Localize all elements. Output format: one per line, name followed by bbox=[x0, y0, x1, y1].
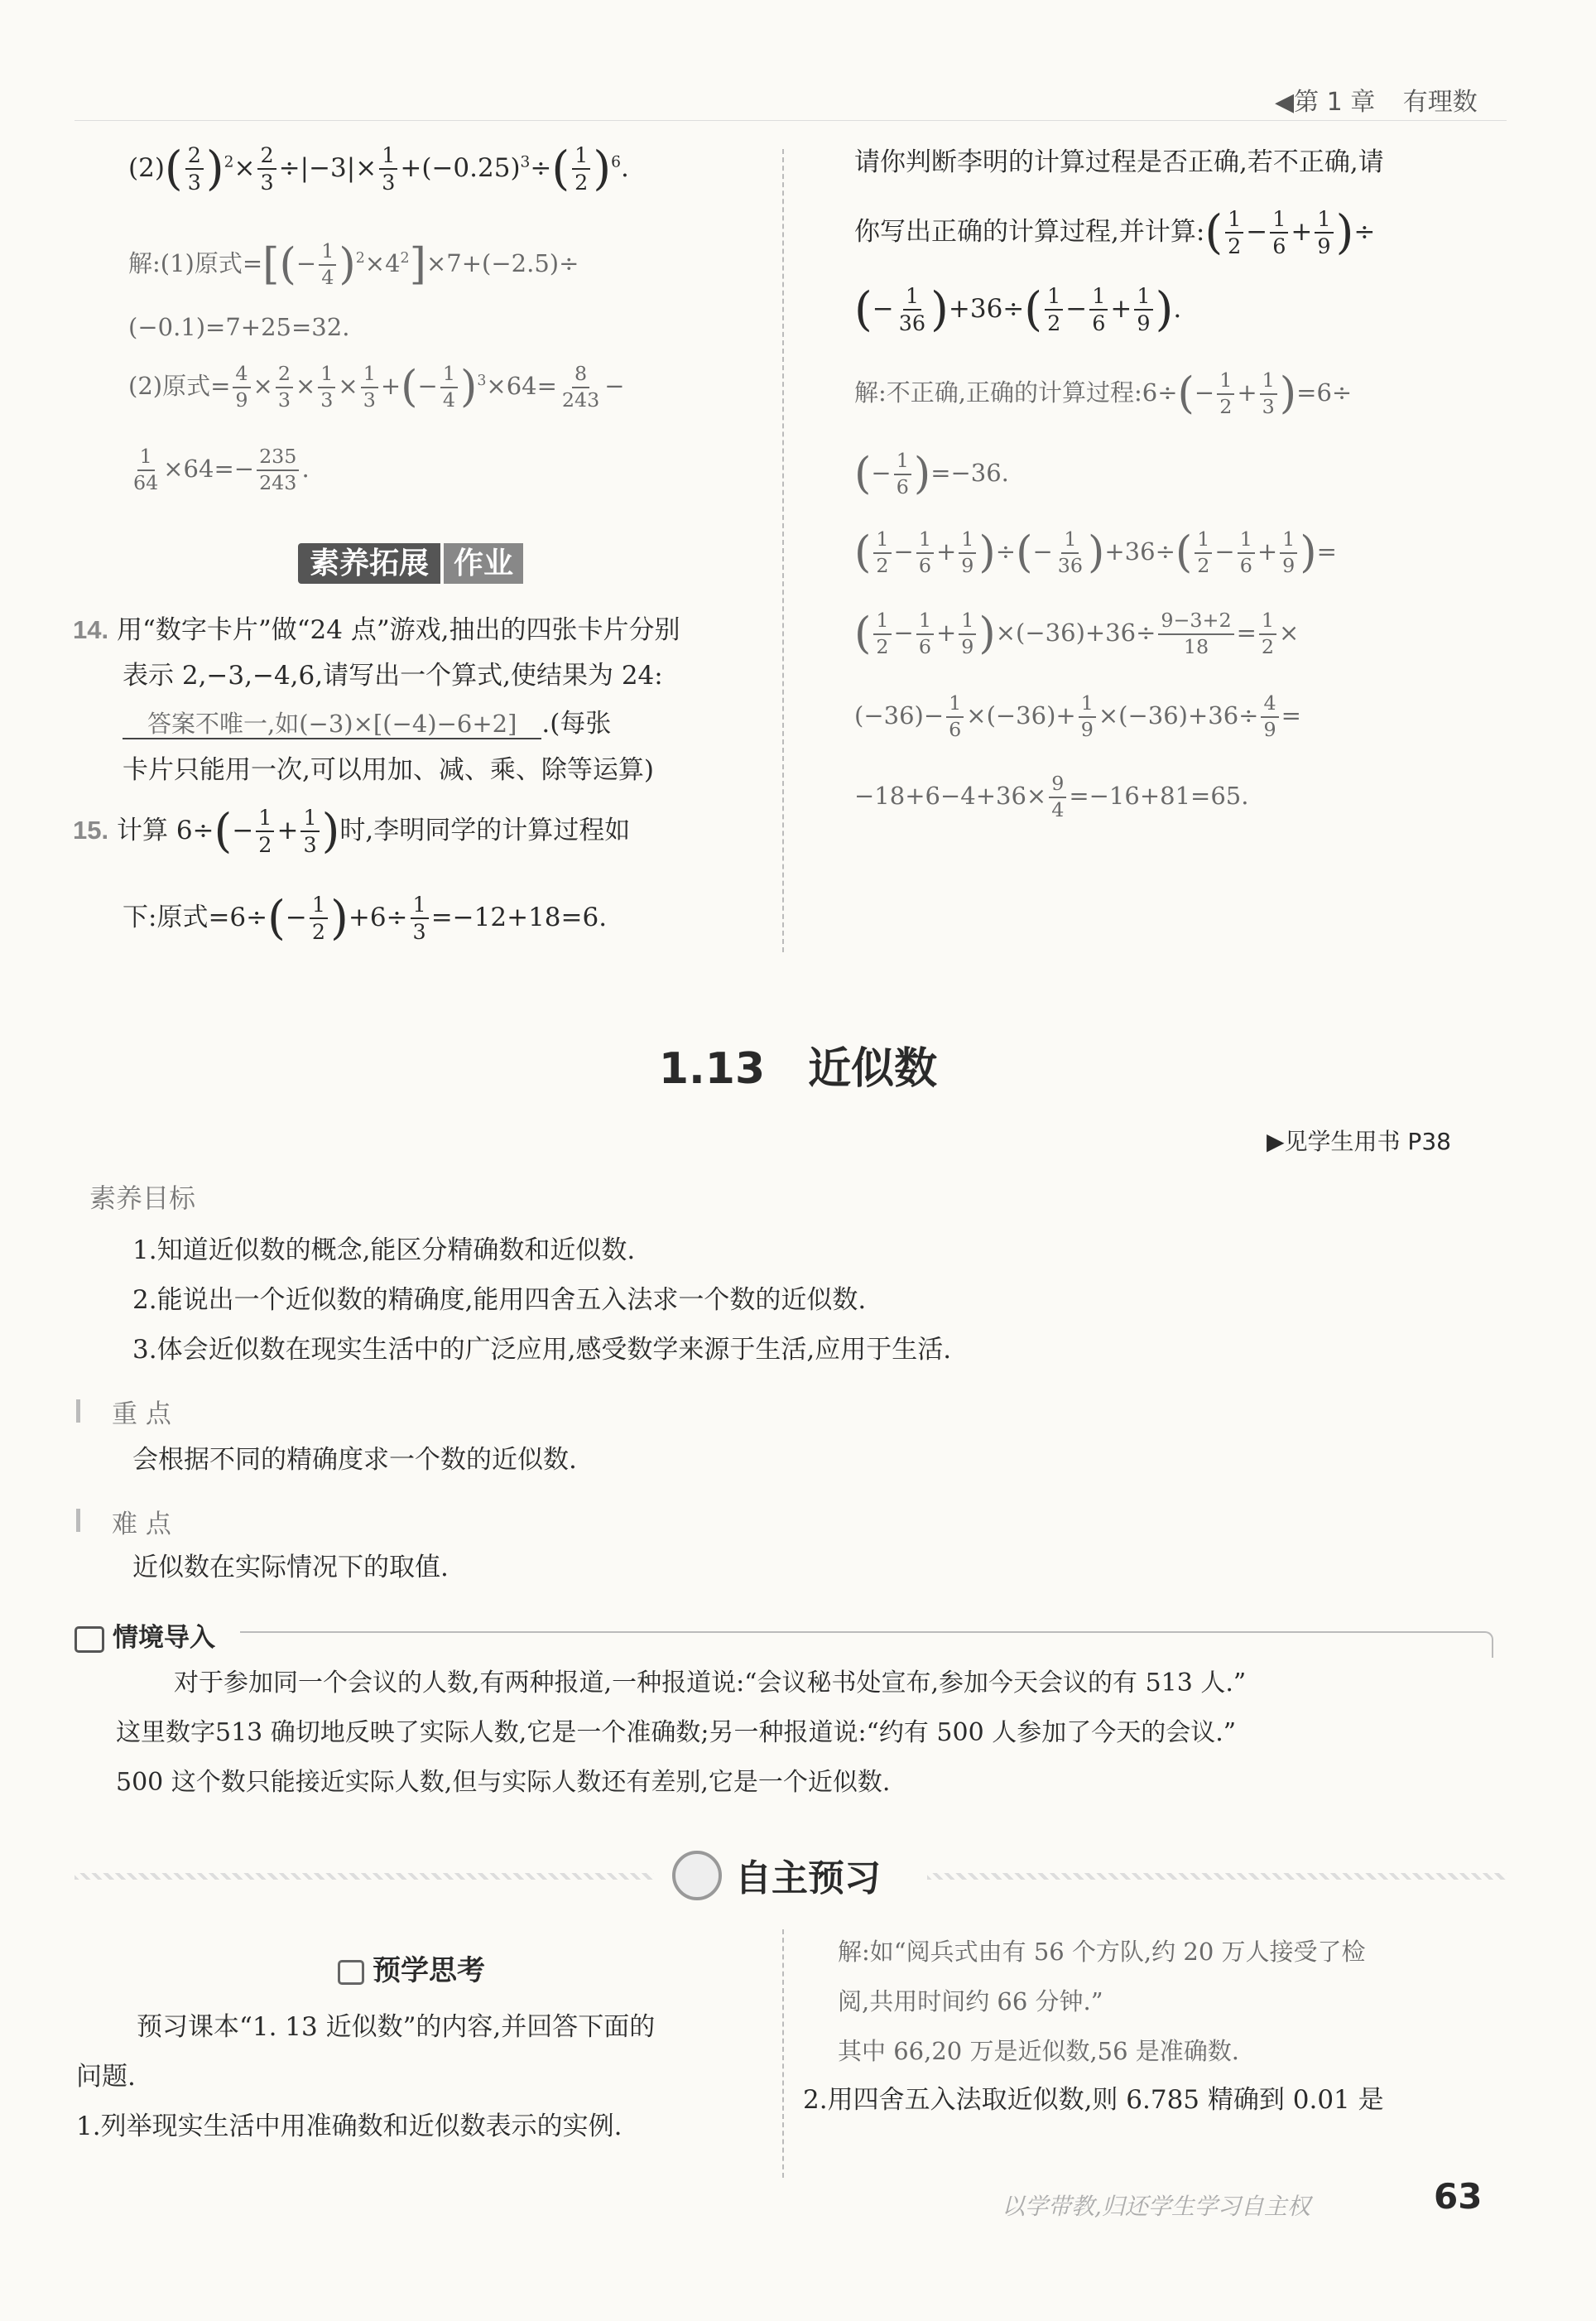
intro-rule-end bbox=[1482, 1631, 1493, 1658]
q14-line4: 卡片只能用一次,可以用加、减、乘、除等运算) bbox=[123, 755, 654, 785]
preview-left-deco bbox=[75, 1873, 654, 1880]
think-header bbox=[338, 1948, 485, 1988]
preview-right-deco bbox=[927, 1873, 1507, 1880]
difficulty-marker bbox=[76, 1509, 80, 1532]
solution-1-line1: 解:(1)原式=[(− $\frac{1}{4}$ )$^2\times 4^2]\times 7+(-2.5)\div$ bbox=[128, 239, 579, 290]
extension-banner bbox=[298, 540, 523, 582]
right-sol-line4: ( $\frac{1}{2}$ − $\frac{1}{6}$ + $\frac{1}{9}$ )×(−36)+36÷ $\frac{9-3+2}{18}$ = $\frac{1}{2}$ × bbox=[854, 609, 1300, 659]
right-line3: (− $\frac{1}{36}$ )+36÷( $\frac{1}{2}$ − $\frac{1}{6}$ + $\frac{1}{9}$ ). bbox=[854, 282, 1182, 337]
intro-label: 情境导入 bbox=[113, 1623, 215, 1653]
chapter-title: 有理数 bbox=[1402, 88, 1478, 117]
difficulty-label: 难 点 bbox=[112, 1510, 171, 1539]
intro-line-2: 这里数字513 确切地反映了实际人数,它是一个准确数;另一种报道说:“约有 500 人参加了今天的会议.” bbox=[116, 1718, 1237, 1747]
intro-header bbox=[75, 1616, 215, 1654]
right-sol-line2: (− $\frac{1}{6}$ )=−36. bbox=[854, 449, 1009, 499]
difficulty-text: 近似数在实际情况下的取值. bbox=[132, 1553, 449, 1582]
right-sol-line3: ( $\frac{1}{2}$ − $\frac{1}{6}$ + $\frac{1}{9}$ )÷(− $\frac{1}{36}$ )+36÷( $\frac{1}{2}$ − $\frac{1}{6}$ + $\frac{1}{9}$ )= bbox=[854, 527, 1337, 578]
goal-1: 1.知道近似数的概念,能区分精确数和近似数. bbox=[132, 1235, 636, 1265]
preview-title: 自主预习 bbox=[735, 1857, 881, 1900]
preview-question-2: 2.用四舍五入法取近似数,则 6.785 精确到 0.01 是 bbox=[803, 2085, 1384, 2115]
intro-line-1: 对于参加同一个会议的人数,有两种报道,一种报道说:“会议秘书处宣布,参加今天会议的有 513 人.” bbox=[174, 1669, 1247, 1697]
right-line2: 你写出正确的计算过程,并计算:( $\frac{1}{2}$ − $\frac{1}{6}$ + $\frac{1}{9}$ )÷ bbox=[854, 205, 1376, 260]
q14-line3: 答案不唯一,如(−3)×[(−4)−6+2] .(每张 bbox=[123, 709, 611, 739]
solution-2-line2: $\frac{1}{64}$ ×64=− $\frac{235}{243}$ . bbox=[133, 445, 310, 494]
q15-line1: 15. 计算 6÷(− $\frac{1}{2}$ + $\frac{1}{3}$ )时,李明同学的计算过程如 bbox=[73, 804, 631, 859]
answer-line-2: 阅,共用时间约 66 分钟.” bbox=[838, 1987, 1103, 2015]
key-marker bbox=[76, 1399, 80, 1423]
intro-icon bbox=[75, 1626, 104, 1653]
q15-line2: 下:原式=6÷(− $\frac{1}{2}$ )+6÷ $\frac{1}{3}$ =−12+18=6. bbox=[123, 891, 608, 946]
footer-slogan: 以学带教,归还学生学习自主权 bbox=[1002, 2193, 1310, 2220]
think-question-1: 1.列举现实生活中用准确数和近似数表示的实例. bbox=[76, 2112, 623, 2141]
solution-2-line1: (2)原式= $\frac{4}{9}$ × $\frac{2}{3}$ × $\frac{1}{3}$ × $\frac{1}{3}$ +(− $\frac{1}{4}$ )$^3$×64= $\frac{8}{243}$ − bbox=[128, 362, 625, 412]
goals-label: 素养目标 bbox=[89, 1182, 196, 1214]
q14-answer: 答案不唯一,如(−3)×[(−4)−6+2] bbox=[123, 710, 541, 739]
think-title: 预学思考 bbox=[373, 1954, 485, 1987]
header-rule bbox=[75, 120, 1507, 121]
right-sol-line1: 解:不正确,正确的计算过程:6÷(− $\frac{1}{2}$ + $\frac{1}{3}$ )=6÷ bbox=[854, 368, 1353, 419]
q14-line1: 14. 用“数字卡片”做“24 点”游戏,抽出的四张卡片分别 bbox=[73, 615, 680, 645]
q14-line2: 表示 2,−3,−4,6,请写出一个算式,使结果为 24: bbox=[123, 661, 663, 691]
page-number: 63 bbox=[1434, 2176, 1483, 2217]
key-text: 会根据不同的精确度求一个数的近似数. bbox=[132, 1445, 577, 1475]
banner-label: 素养拓展 bbox=[298, 543, 440, 584]
goal-2: 2.能说出一个近似数的精确度,能用四舍五入法求一个数的近似数. bbox=[132, 1285, 867, 1315]
goal-3: 3.体会近似数在现实生活中的广泛应用,感受数学来源于生活,应用于生活. bbox=[132, 1335, 952, 1365]
think-icon bbox=[338, 1960, 364, 1985]
section-title: 1.13 近似数 bbox=[658, 1044, 938, 1094]
student-book-ref: ▶见学生用书 P38 bbox=[1267, 1128, 1451, 1155]
think-line-1: 预习课本“1. 13 近似数”的内容,并回答下面的 bbox=[137, 2012, 656, 2042]
preview-icon bbox=[672, 1851, 722, 1900]
preview-divider bbox=[782, 1929, 784, 2178]
solution-1-line2: (−0.1)=7+25=32. bbox=[128, 313, 350, 341]
right-sol-line6: −18+6−4+36× $\frac{9}{4}$ =−16+81=65. bbox=[854, 772, 1249, 821]
chapter-label: ◀第 1 章 bbox=[1275, 88, 1376, 117]
banner-tag: 作业 bbox=[444, 543, 523, 584]
think-line-2: 问题. bbox=[76, 2062, 136, 2092]
key-label: 重 点 bbox=[112, 1399, 171, 1429]
answer-line-1: 解:如“阅兵式由有 56 个方队,约 20 万人接受了检 bbox=[838, 1938, 1366, 1966]
right-sol-line5: (−36)− $\frac{1}{6}$ ×(−36)+ $\frac{1}{9}$ ×(−36)+36÷ $\frac{4}{9}$ = bbox=[854, 691, 1301, 741]
intro-rule bbox=[240, 1631, 1482, 1633]
column-divider bbox=[782, 149, 784, 952]
page-header bbox=[1275, 81, 1478, 118]
intro-line-3: 500 这个数只能接近实际人数,但与实际人数还有差别,它是一个近似数. bbox=[116, 1768, 891, 1797]
answer-line-3: 其中 66,20 万是近似数,56 是准确数. bbox=[838, 2037, 1240, 2065]
problem-2-expression: (2)( $\frac{2}{3}$ )$^2$× $\frac{2}{3}$ ÷|−3|× $\frac{1}{3}$ $+(-0.25)^3\div$( $\frac{1}{2}$ )$^6$. bbox=[128, 142, 629, 196]
right-line1: 请你判断李明的计算过程是否正确,若不正确,请 bbox=[854, 147, 1384, 177]
